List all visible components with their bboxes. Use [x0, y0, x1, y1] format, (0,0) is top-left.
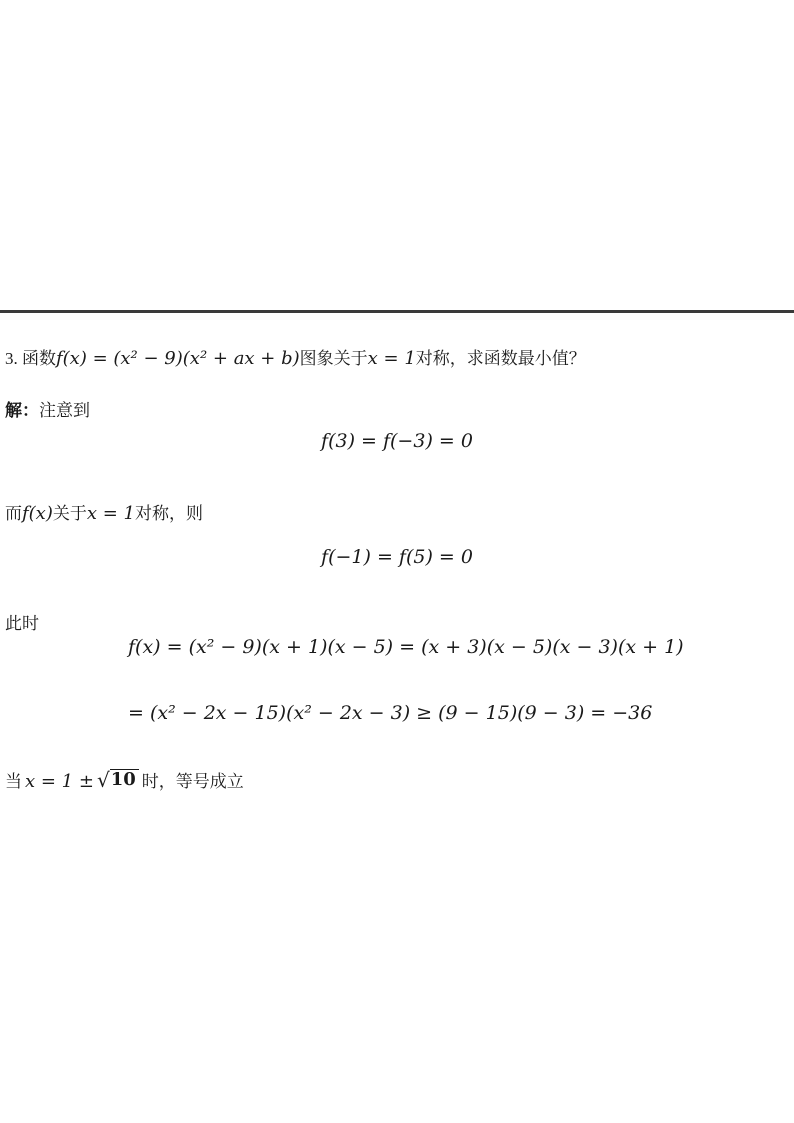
symmetry-line	[5, 502, 203, 526]
problem-statement	[5, 347, 586, 371]
symmetry-text-mid: 关于	[52, 504, 87, 523]
symmetry-text-post: 对称，则	[135, 504, 203, 523]
radicand-value: 10	[110, 769, 139, 791]
radical-sign: √	[96, 768, 110, 792]
horizontal-divider	[0, 310, 794, 313]
problem-number: 3.	[5, 349, 18, 368]
problem-text-post: 对称，求函数最小值？	[415, 349, 586, 368]
symmetry-axis: x = 1	[86, 503, 135, 524]
equation-roots-2: f(−1) = f(5) = 0	[321, 546, 473, 568]
problem-function-formula: f(x) = (x² − 9)(x² + ax + b)	[56, 348, 300, 369]
solution-intro-line	[5, 400, 90, 423]
equation-minimum-bound: = (x² − 2x − 15)(x² − 2x − 3) ≥ (9 − 15)(9 − 3) = −36	[128, 702, 653, 724]
conclusion-text-post: 时，等号成立	[141, 772, 244, 791]
conclusion-text-pre: 当	[5, 772, 22, 791]
square-root-expression	[97, 769, 139, 791]
problem-symmetry-axis: x = 1	[367, 348, 416, 369]
problem-text-mid: 图象关于	[299, 349, 368, 368]
symmetry-function: f(x)	[22, 503, 53, 524]
conclusion-math: x = 1 ±	[25, 771, 94, 792]
solution-intro-text: 注意到	[39, 401, 90, 420]
conclusion-line	[5, 769, 244, 794]
equation-roots-1: f(3) = f(−3) = 0	[321, 430, 473, 452]
then-line: 此时	[5, 614, 39, 633]
solution-label: 解：	[5, 401, 39, 420]
problem-text-pre: 函数	[22, 349, 56, 368]
equation-factored-form: f(x) = (x² − 9)(x + 1)(x − 5) = (x + 3)(x − 5)(x − 3)(x + 1)	[128, 636, 684, 658]
symmetry-text-pre: 而	[5, 504, 22, 523]
